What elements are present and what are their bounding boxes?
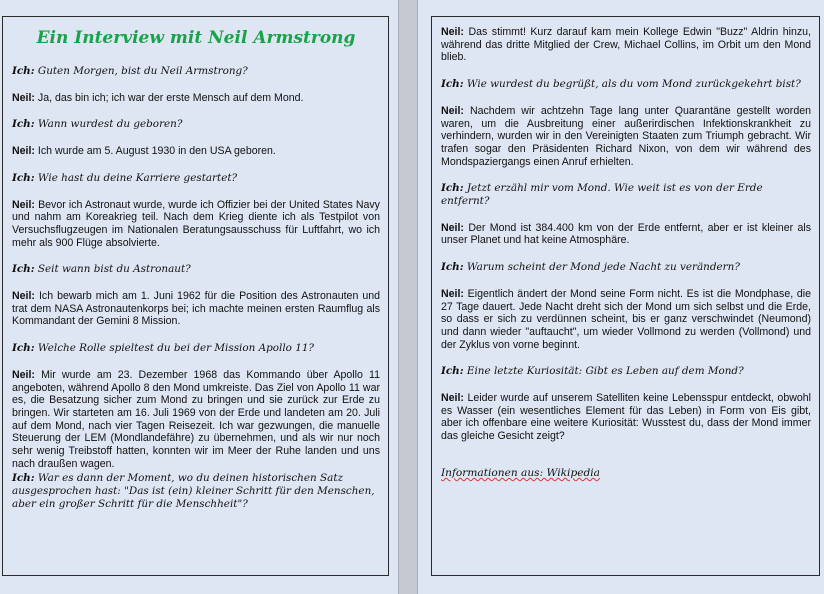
- interview-question: [12, 342, 380, 355]
- interview-answer: [441, 288, 811, 352]
- dialogue-text: Das stimmt! Kurz darauf kam mein Kollege Edwin "Buzz" Aldrin hinzu, während das dritte Mitglied der Crew, Michael Collins, im Orbit um den Mond blieb.: [441, 26, 811, 64]
- gutter-edge-left: [398, 0, 399, 594]
- dialogue-text: Wann wurdest du geboren?: [37, 118, 183, 131]
- speaker-label: Neil:: [12, 368, 35, 381]
- interview-question: [12, 263, 380, 276]
- dialogue-text: Welche Rolle spieltest du bei der Mission Apollo 11?: [37, 342, 315, 355]
- dialogue-text: Leider wurde auf unserem Satelliten keine Lebensspur entdeckt, obwohl es Wasser (ein wesentliches Element für das Leben) in Form von Eis gibt, aber ich offenbare eine weitere Kuriosität: Wusstest du, dass der Mond immer das gleiche Gesicht zeigt?: [441, 392, 812, 443]
- right-interview-body: [441, 26, 811, 443]
- interview-answer: [441, 392, 811, 443]
- dialogue-text: Wie hast du deine Karriere gestartet?: [37, 171, 238, 184]
- speaker-label: Ich:: [12, 65, 35, 77]
- dialogue-text: Mir wurde am 23. Dezember 1968 das Kommando über Apollo 11 angeboten, während Apollo 8 den Mond umkreiste. Das Ziel von Apollo 11 war es, die Besatzung sicher zum Mond zu bringen und sie zurück zur Erde zu bringen. Wir starteten am 16. Juli 1969 von der Erde und landeten am 20. Juli auf dem Mond, nach vier Tagen Reisezeit. Ich war gezwungen, die manuelle Steuerung der LEM (Mondlandefähre) zu übernehmen, und als wir nur noch sehr wenig Treibstoff hatten, konnten wir im Meer der Ruhe landen und uns nach draußen wagen.: [12, 368, 380, 470]
- speaker-label: Neil:: [441, 104, 464, 117]
- document-title: Ein Interview mit Neil Armstrong: [36, 28, 356, 48]
- right-text-box[interactable]: [431, 16, 820, 576]
- page-gutter: [398, 0, 418, 594]
- dialogue-text: Warum scheint der Mond jede Nacht zu verändern?: [466, 261, 740, 274]
- dialogue-text: Eigentlich ändert der Mond seine Form nicht. Es ist die Mondphase, die 27 Tage dauert. Jede Nacht dreht sich der Mond um sich selbst und die Erde, so dass er sich zu verdünnen scheint, bis er ganz verschwindet (Neumond) und dann wieder "auftaucht", um wieder Vollmond zu werden (Vollmond) und der Zyklus von vorne beginnt.: [441, 287, 811, 351]
- interview-question: [12, 172, 380, 185]
- interview-answer: [441, 222, 811, 247]
- source-note: Informationen aus: Wikipedia: [441, 466, 600, 479]
- dialogue-text: Ich wurde am 5. August 1930 in den USA geboren.: [37, 145, 276, 158]
- dialogue-text: Eine letzte Kuriosität: Gibt es Leben auf dem Mond?: [466, 365, 744, 378]
- interview-question: [441, 261, 811, 274]
- dialogue-text: Ich bewarb mich am 1. Juni 1962 für die Position des Astronauten und trat dem NASA Astronautenkorps bei; ich machte meinen ersten Raumflug als Kommandant der Gemini 8 Mission.: [12, 290, 380, 328]
- interview-question: [441, 78, 811, 91]
- speaker-label: Ich:: [12, 118, 35, 131]
- speaker-label: Ich:: [441, 78, 464, 91]
- dialogue-text: War es dann der Moment, wo du deinen historischen Satz ausgesprochen hast: "Das ist (ein) kleiner Schritt für den Menschen, aber ein großer Schritt für die Menschheit"?: [12, 472, 375, 510]
- dialogue-text: Guten Morgen, bist du Neil Armstrong?: [37, 65, 248, 77]
- dialogue-text: Ja, das bin ich; ich war der erste Mensch auf dem Mond.: [37, 91, 304, 104]
- speaker-label: Ich:: [441, 182, 464, 195]
- dialogue-text: Nachdem wir achtzehn Tage lang unter Quarantäne gestellt worden waren, um die Ausbreitung einer außerirdischen Infektionskrankheit zu verhindern, wurden wir in den Vereinigten Staaten zum Triumph gebracht. Wir trafen sogar den Präsidenten Richard Nixon, von dem wir während des Mondspaziergangs einen Anruf erhielten.: [441, 104, 811, 168]
- speaker-label: Ich:: [12, 342, 35, 355]
- interview-answer: [441, 105, 811, 169]
- dialogue-text: Wie wurdest du begrüßt, als du vom Mond zurückgekehrt bist?: [466, 78, 801, 91]
- interview-answer: [441, 26, 811, 64]
- speaker-label: Neil:: [441, 26, 464, 38]
- interview-answer: [12, 199, 380, 250]
- dialogue-text: Der Mond ist 384.400 km von der Erde entfernt, aber er ist kleiner als unser Planet und hat keine Atmosphäre.: [441, 221, 811, 247]
- speaker-label: Neil:: [441, 287, 464, 300]
- speaker-label: Neil:: [441, 392, 464, 405]
- interview-answer: [12, 369, 380, 471]
- speaker-label: Ich:: [441, 365, 464, 378]
- interview-question: [12, 118, 380, 131]
- speaker-label: Ich:: [12, 171, 35, 184]
- speaker-label: Neil:: [12, 145, 35, 158]
- left-text-box[interactable]: [2, 16, 389, 576]
- speaker-label: Ich:: [12, 472, 35, 485]
- dialogue-text: Seit wann bist du Astronaut?: [37, 263, 191, 276]
- dialogue-text: Bevor ich Astronaut wurde, wurde ich Offizier bei der United States Navy und nahm am Koreakrieg teil. Nach dem Krieg diente ich als Testpilot von Versuchsflugzeugen im Nationalen Beratungsausschuss für Luftfahrt, wo ich mehr als 900 Flüge absolvierte.: [12, 198, 380, 249]
- left-interview-body: [12, 65, 380, 511]
- interview-question: [441, 365, 811, 378]
- interview-answer: [12, 290, 380, 328]
- speaker-label: Ich:: [12, 263, 35, 276]
- speaker-label: Neil:: [12, 91, 35, 104]
- speaker-label: Neil:: [12, 198, 35, 211]
- interview-question: [441, 182, 811, 207]
- speaker-label: Neil:: [441, 221, 464, 234]
- interview-question: [12, 472, 380, 510]
- interview-answer: [12, 92, 380, 105]
- speaker-label: Neil:: [12, 290, 35, 303]
- dialogue-text: Jetzt erzähl mir vom Mond. Wie weit ist es von der Erde entfernt?: [441, 182, 763, 208]
- interview-question: [12, 65, 380, 78]
- interview-answer: [12, 145, 380, 158]
- speaker-label: Ich:: [441, 261, 464, 274]
